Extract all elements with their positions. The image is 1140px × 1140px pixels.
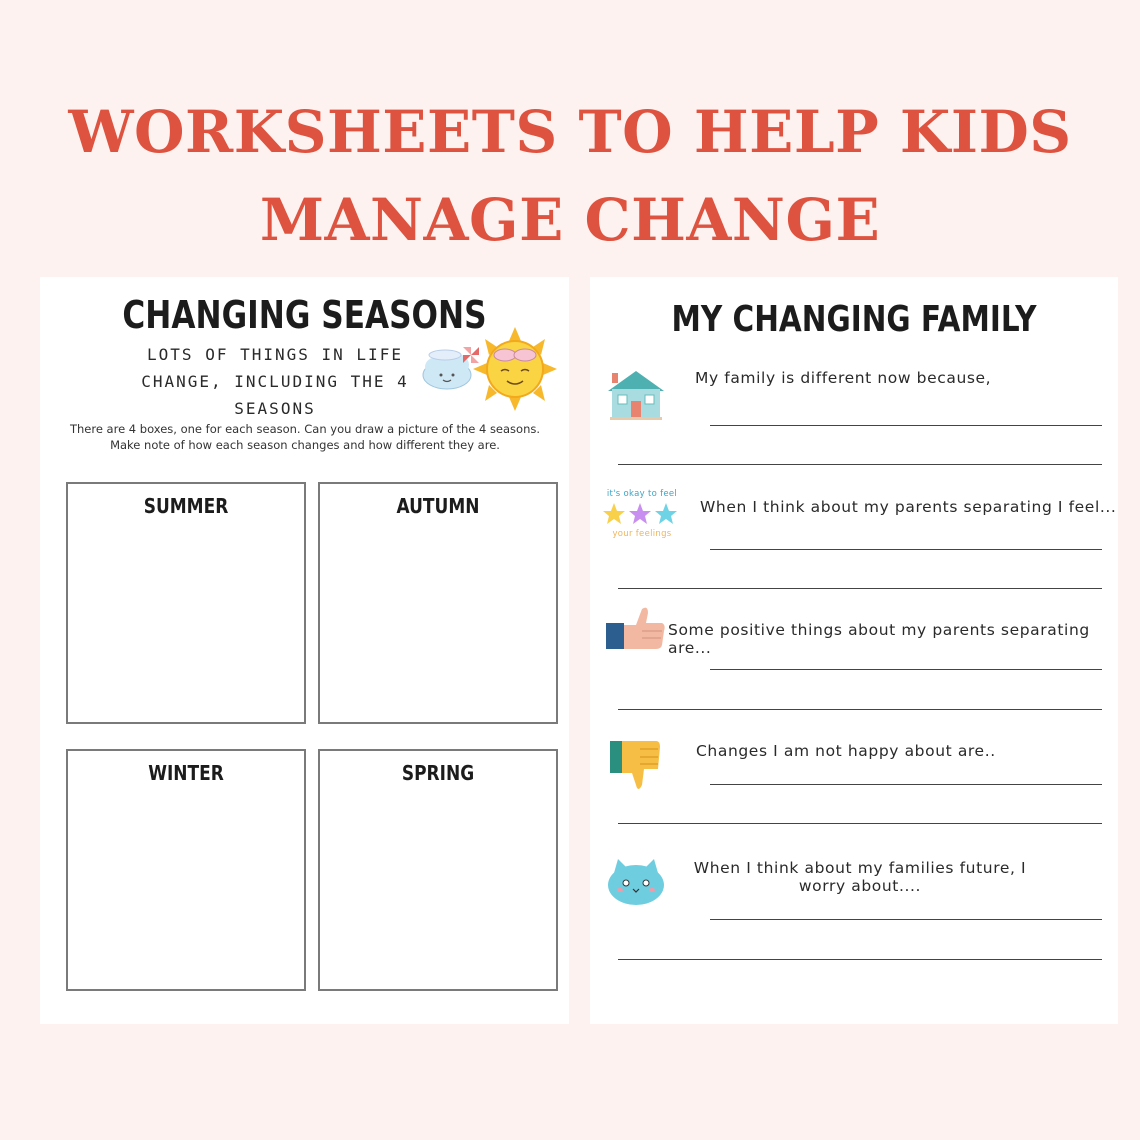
summer-label: SUMMER (143, 494, 229, 518)
thumbs-down-icon (610, 739, 662, 793)
feelings-caption-bottom: your feelings (612, 529, 672, 539)
prompt-3-text: Some positive things about my parents separating are... (668, 621, 1090, 657)
answer-line[interactable] (710, 919, 1102, 920)
changing-seasons-worksheet (40, 277, 569, 1024)
changing-family-worksheet (590, 277, 1118, 1024)
family-title: MY CHANGING FAMILY (671, 299, 1037, 340)
answer-line[interactable] (618, 588, 1102, 589)
three-stars-icon (602, 501, 682, 529)
thumbs-up-icon (606, 605, 668, 651)
answer-line[interactable] (618, 464, 1102, 465)
answer-line[interactable] (618, 709, 1102, 710)
seasons-instructions: There are 4 boxes, one for each season. Can you draw a picture of the 4 seasons. Make note of how each season changes and how different they are. (69, 422, 541, 452)
prompt-1-text: My family is different now because, (695, 369, 992, 387)
sun-and-cloud-icon (415, 325, 565, 415)
answer-line[interactable] (710, 549, 1102, 550)
spring-label: SPRING (401, 761, 475, 785)
prompt-4-text: Changes I am not happy about are.. (696, 742, 996, 760)
autumn-label: AUTUMN (396, 494, 480, 518)
prompt-5-text: When I think about my families future, I worry about.... (693, 859, 1027, 895)
autumn-drawing-box[interactable] (318, 482, 558, 724)
answer-line[interactable] (710, 425, 1102, 426)
main-title-line1: WORKSHEETS TO HELP KIDS (68, 98, 1072, 166)
answer-line[interactable] (710, 669, 1102, 670)
main-title-line2: MANAGE CHANGE (259, 186, 881, 254)
prompt-2-text: When I think about my parents separating I feel... (700, 498, 1117, 516)
seasons-title: CHANGING SEASONS (122, 293, 487, 337)
feelings-stars-icon (602, 489, 682, 549)
answer-line[interactable] (618, 959, 1102, 960)
answer-line[interactable] (618, 823, 1102, 824)
main-title (0, 88, 1140, 264)
feelings-caption-top: it's okay to feel (606, 489, 678, 499)
house-icon (606, 369, 666, 421)
spring-drawing-box[interactable] (318, 749, 558, 991)
answer-line[interactable] (710, 784, 1102, 785)
winter-label: WINTER (148, 761, 224, 785)
seasons-subtitle: LOTS OF THINGS IN LIFE CHANGE, INCLUDING THE 4 SEASONS (141, 345, 409, 418)
winter-drawing-box[interactable] (66, 749, 306, 991)
cat-face-icon (606, 857, 666, 907)
summer-drawing-box[interactable] (66, 482, 306, 724)
